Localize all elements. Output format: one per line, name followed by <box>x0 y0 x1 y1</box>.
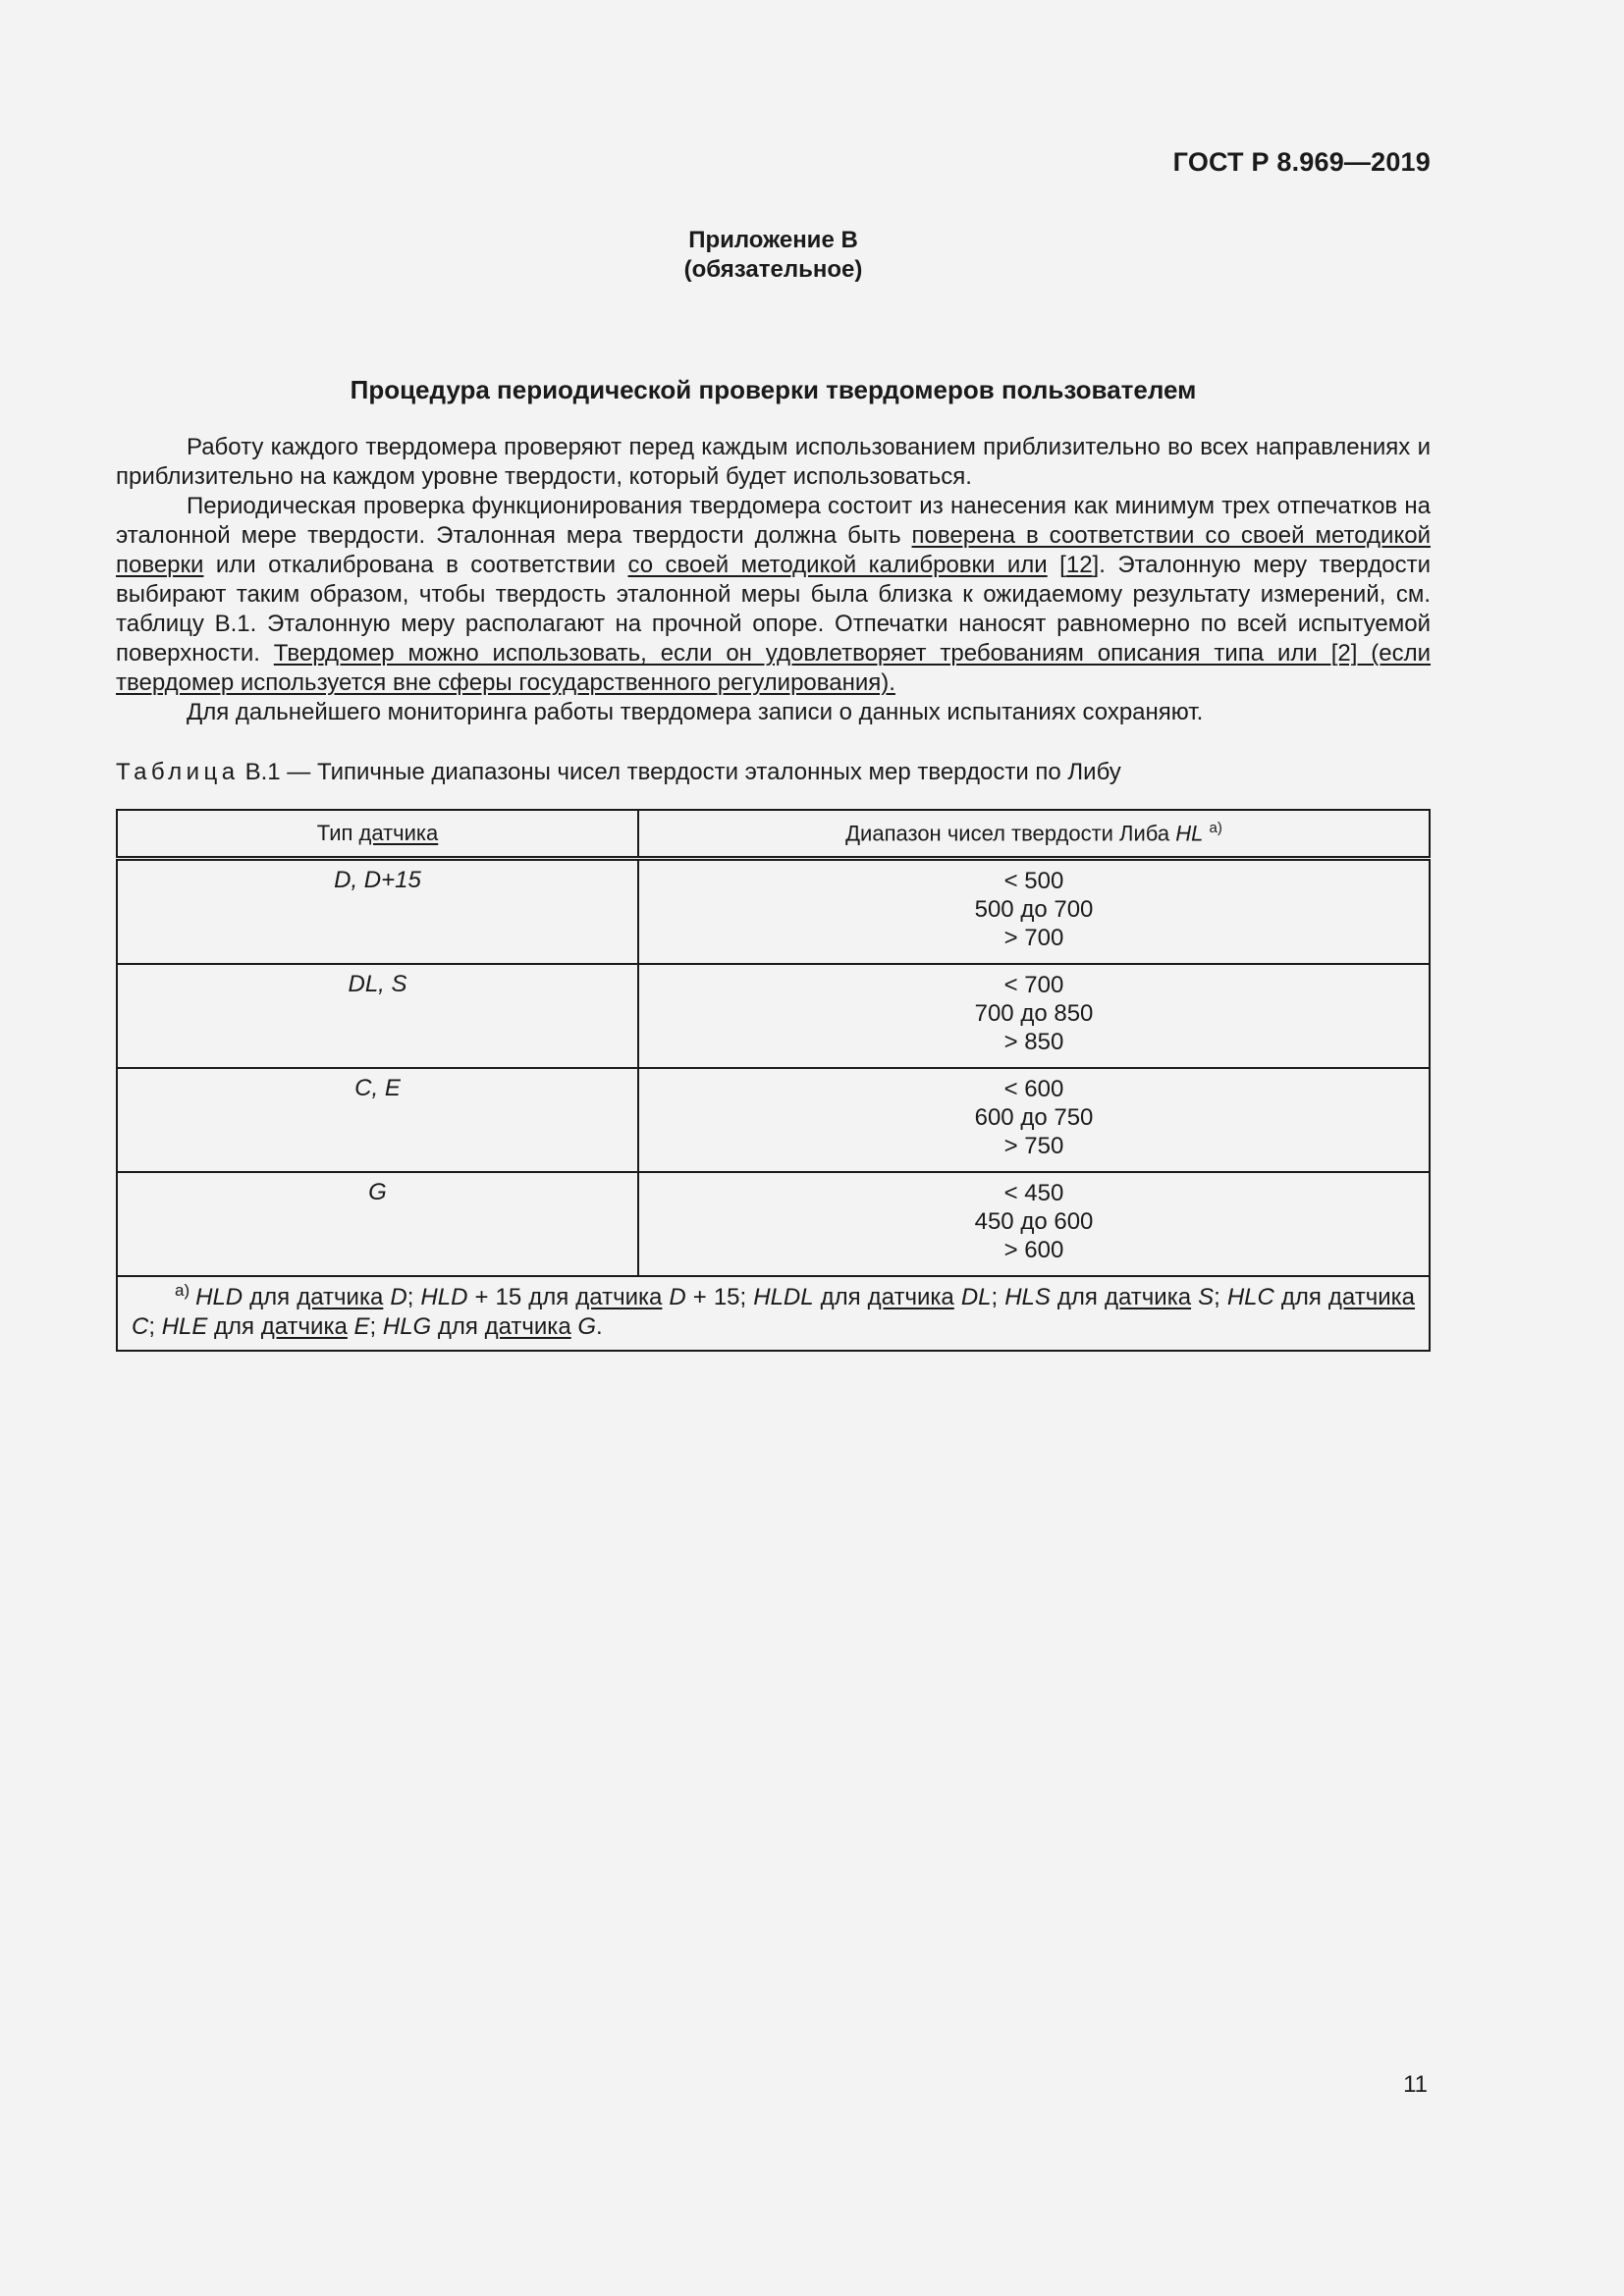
fn-part: датчика <box>297 1284 384 1310</box>
header-hardness-range <box>638 810 1430 859</box>
table-caption <box>116 759 1121 786</box>
fn-part: датчика <box>1327 1284 1416 1310</box>
fn-part: для <box>243 1284 298 1310</box>
fn-part: датчика <box>575 1284 663 1310</box>
table-row <box>117 1068 1430 1172</box>
fn-part: C <box>132 1313 149 1340</box>
annex-title: Приложение В <box>688 227 858 253</box>
p2-text-b: или откалибрована в соответствии <box>203 552 628 578</box>
header-range-footnote-marker: а) <box>1209 820 1222 837</box>
header-range-text: Диапазон чисел твердости Либа <box>845 821 1176 846</box>
table-row <box>117 964 1430 1068</box>
range-value: < 600 <box>1003 1076 1064 1102</box>
fn-part: ; <box>1214 1284 1227 1310</box>
p2-text-d: ]. Эталонную меру твердости выбирают таким образом, чтобы твердость эталонной меры была близка к ожидаемому результату измерений, см. таблицу В.1. Эталонную меру располагают на прочной опоре. Отпечатки наносят равномерно по всей испытуемой поверхности. <box>116 552 1431 667</box>
fn-part: ; <box>369 1313 383 1340</box>
fn-part: датчика <box>1104 1284 1192 1310</box>
fn-part: для <box>1273 1284 1328 1310</box>
fn-part: датчика <box>260 1313 348 1340</box>
fn-part: HLC <box>1226 1284 1274 1310</box>
fn-part: датчика <box>867 1284 954 1310</box>
sensor-type-cell: C, E <box>117 1068 638 1172</box>
fn-part: HLDL <box>753 1284 814 1310</box>
fn-part: + 15 для <box>467 1284 576 1310</box>
range-value: < 450 <box>1003 1180 1064 1206</box>
p2-underlined-verification: поверена в соответствии со своей методикой поверки <box>116 522 1431 578</box>
range-value: 700 до 850 <box>974 1000 1094 1027</box>
table-caption-word: Таблица <box>116 759 240 785</box>
fn-part: для <box>813 1284 868 1310</box>
fn-part: HLD <box>420 1284 468 1310</box>
fn-part: датчика <box>484 1313 571 1340</box>
page-number: 11 <box>1403 2071 1428 2098</box>
p2-underlined-requirements: Твердомер можно использовать, если он удовлетворяет требованиям описания типа или [2] (если твердомер используется вне сферы государственного регулирования). <box>116 640 1432 696</box>
sensor-type-cell: G <box>117 1172 638 1276</box>
fn-part: HLG <box>382 1313 432 1340</box>
table-footnote-row <box>117 1276 1430 1351</box>
range-value: < 700 <box>1003 972 1064 998</box>
fn-part: G <box>570 1313 597 1340</box>
paragraph-2 <box>116 492 1431 698</box>
standard-number: ГОСТ Р 8.969—2019 <box>1172 147 1431 177</box>
section-title: Процедура периодической проверки твердомеров пользователем <box>350 375 1197 404</box>
range-cell <box>638 964 1430 1068</box>
fn-part: HLE <box>161 1313 208 1340</box>
range-value: 450 до 600 <box>974 1208 1094 1235</box>
p2-underlined-calibration: со своей методикой калибровки или <box>627 552 1048 578</box>
range-value: > 750 <box>1003 1133 1064 1159</box>
range-value: > 600 <box>1003 1237 1064 1263</box>
table-header-row <box>117 810 1430 859</box>
fn-part: для <box>431 1313 485 1340</box>
header-sensor-type <box>117 810 638 859</box>
annex-status: (обязательное) <box>683 256 863 283</box>
fn-part: DL <box>953 1284 992 1310</box>
table-footnote <box>117 1276 1430 1351</box>
sensor-type-cell: DL, S <box>117 964 638 1068</box>
header-sensor-prefix: Тип <box>316 821 359 845</box>
fn-part: для <box>207 1313 261 1340</box>
header-range-hl: HL <box>1175 821 1204 846</box>
range-value: < 500 <box>1003 868 1064 894</box>
fn-part: ; <box>991 1284 1005 1310</box>
sensor-type-cell: D, D+15 <box>117 859 638 965</box>
table-row <box>117 1172 1430 1276</box>
paragraph-1: Работу каждого твердомера проверяют перед каждым использованием приблизительно во всех направлениях и приблизительно на каждом уровне твердости, который будет использоваться. <box>116 434 1431 490</box>
range-value: > 850 <box>1003 1029 1064 1055</box>
table-row <box>117 859 1430 965</box>
body-text <box>116 433 1431 727</box>
fn-part: ; <box>148 1313 162 1340</box>
p2-text-a: Периодическая проверка функционирования твердомера состоит из нанесения как минимум трех отпечатков на эталонной мере твердости. Эталонная мера твердости должна быть <box>116 493 1431 549</box>
range-value: > 700 <box>1003 925 1064 951</box>
range-value: 500 до 700 <box>974 896 1094 923</box>
fn-part: D <box>383 1284 407 1310</box>
annex-heading <box>0 226 1546 285</box>
hardness-table <box>116 809 1431 1352</box>
fn-part: E <box>347 1313 370 1340</box>
fn-part: . <box>596 1313 603 1340</box>
range-value: 600 до 750 <box>974 1104 1094 1131</box>
fn-part: для <box>1050 1284 1105 1310</box>
footnote-marker: а) <box>175 1281 190 1300</box>
range-cell <box>638 1068 1430 1172</box>
table-caption-text: В.1 — Типичные диапазоны чисел твердости эталонных мер твердости по Либу <box>244 759 1121 785</box>
reference-link-12[interactable]: 12 <box>1065 552 1093 578</box>
fn-part: HLD <box>195 1284 244 1310</box>
fn-part: + 15; <box>685 1284 754 1310</box>
p2-text-c: [ <box>1047 552 1066 578</box>
range-cell <box>638 859 1430 965</box>
fn-part: S <box>1191 1284 1215 1310</box>
range-cell <box>638 1172 1430 1276</box>
fn-part: D <box>662 1284 686 1310</box>
paragraph-3: Для дальнейшего мониторинга работы твердомера записи о данных испытаниях сохраняют. <box>187 699 1204 725</box>
fn-part: HLS <box>1004 1284 1051 1310</box>
header-sensor-underlined: датчика <box>358 821 439 845</box>
fn-part: ; <box>406 1284 421 1310</box>
